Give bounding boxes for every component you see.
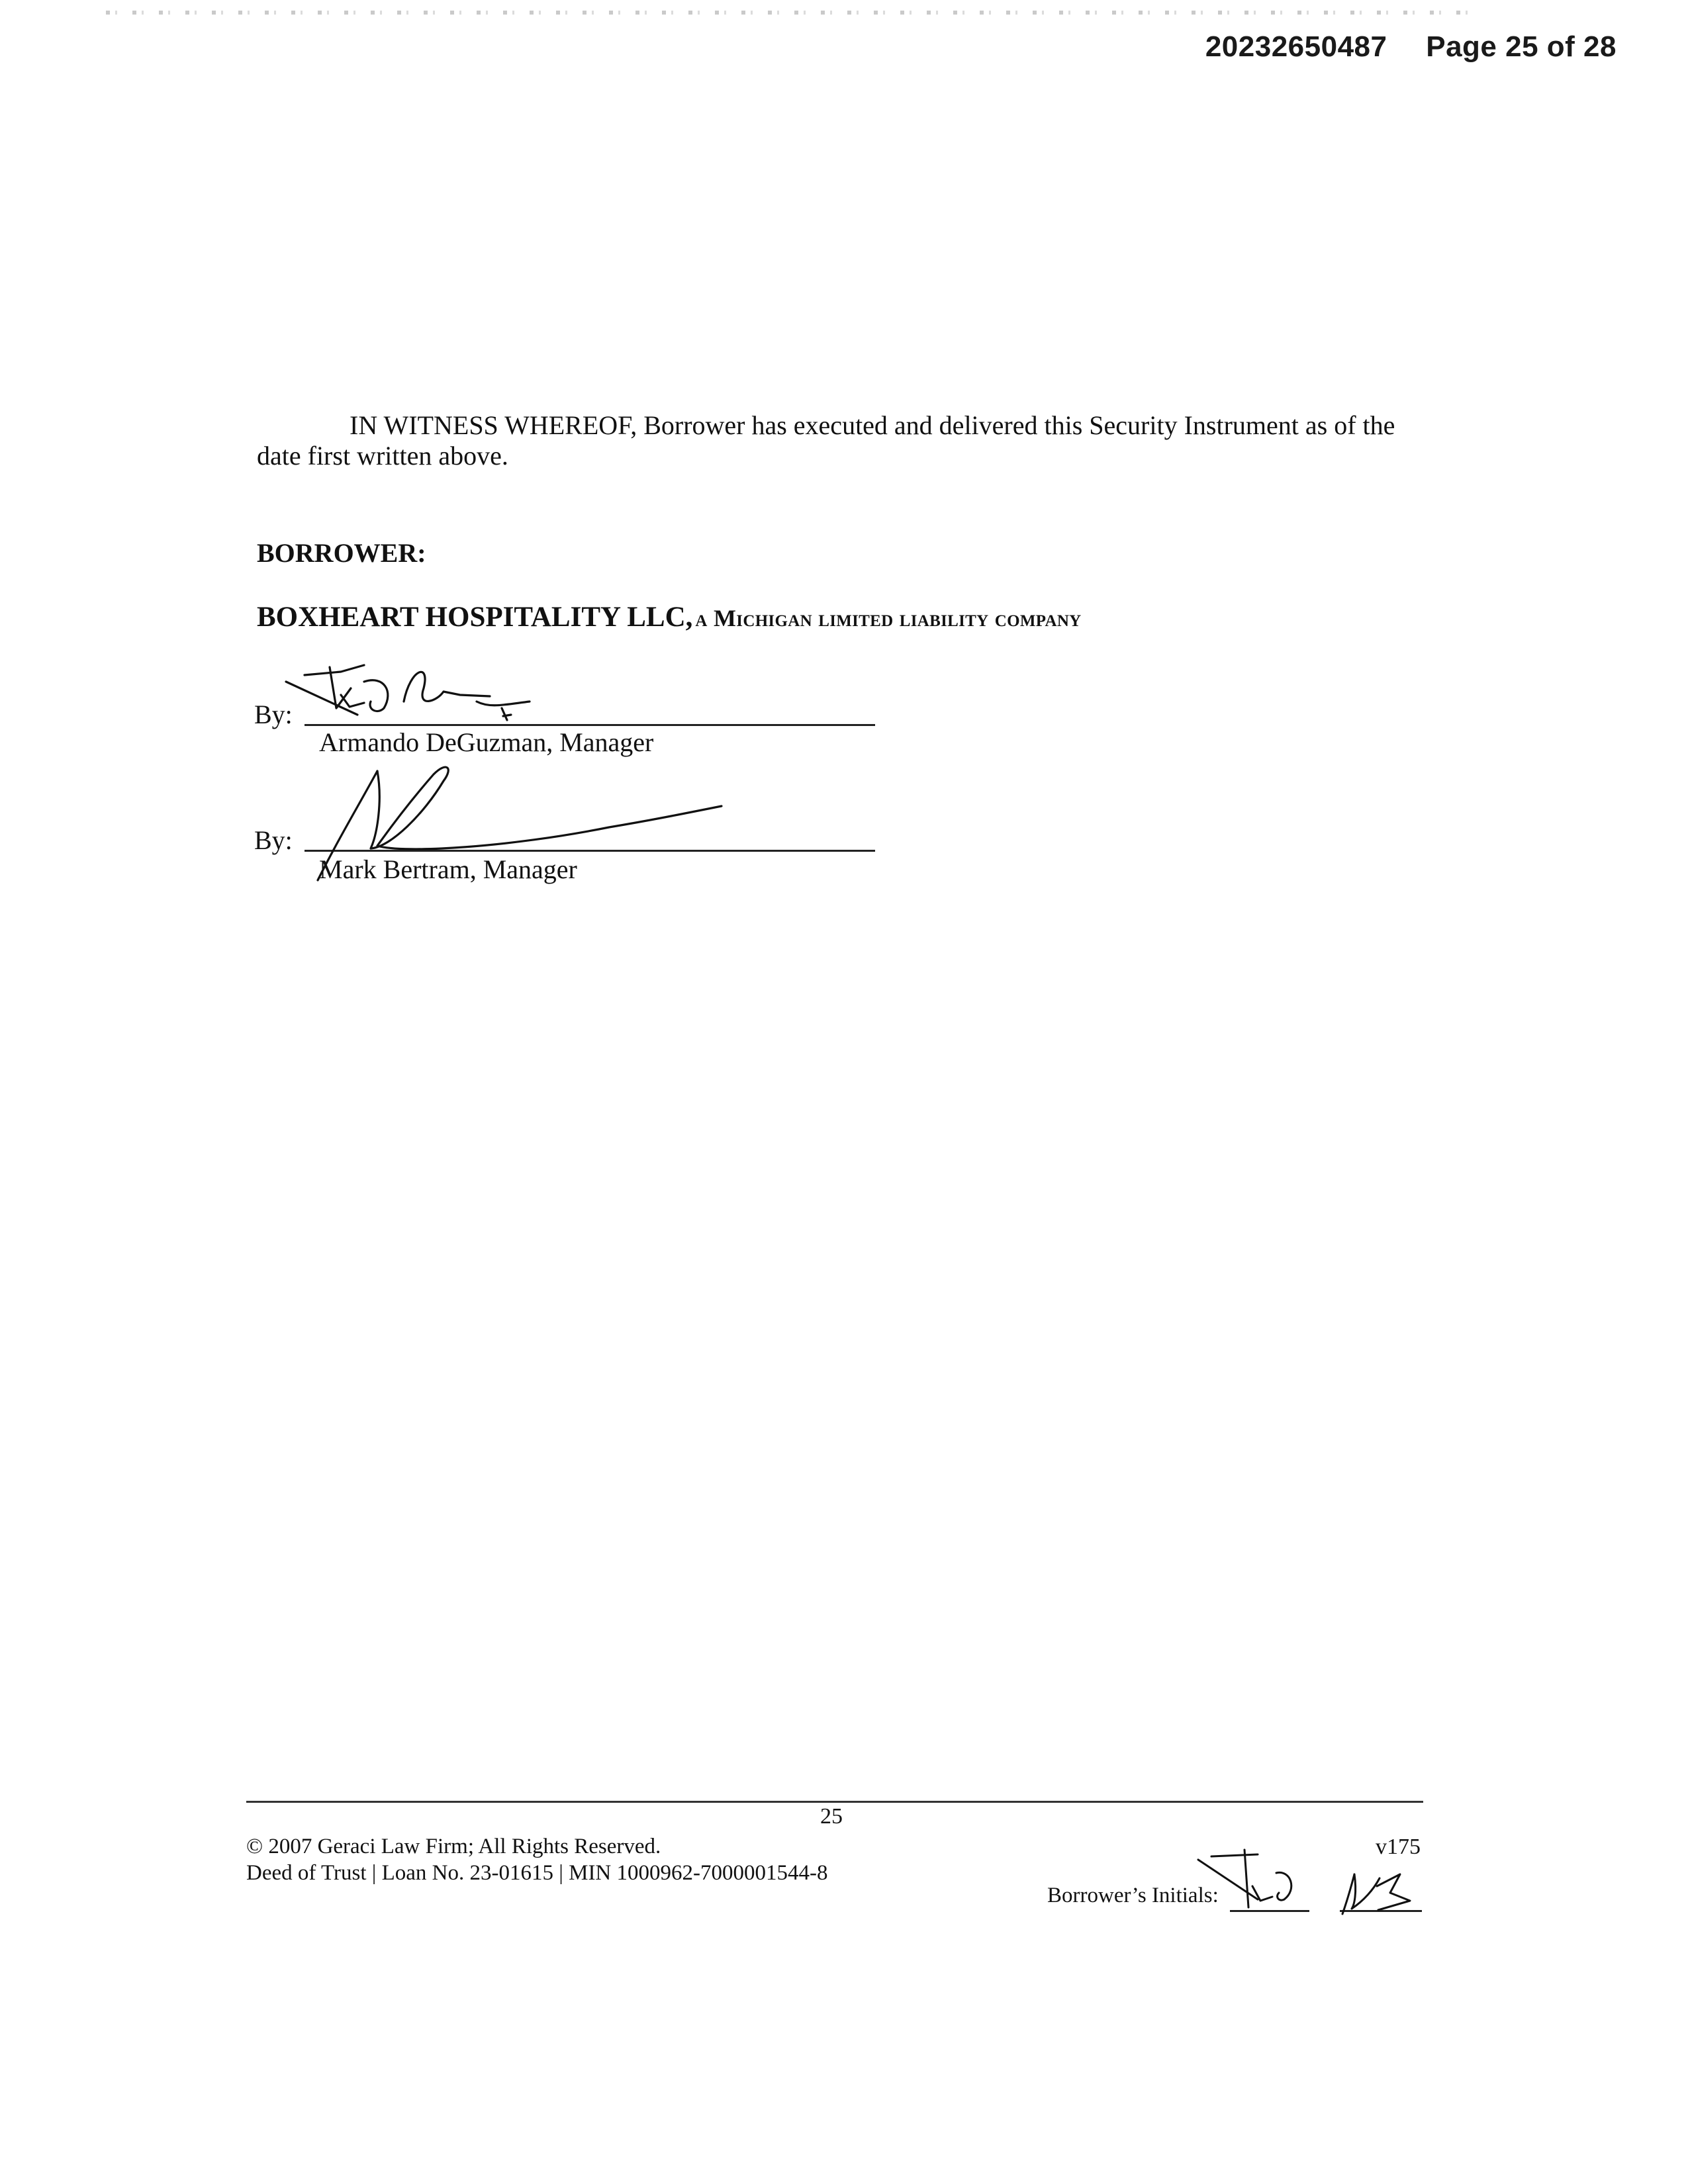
version-label: v175 [1376, 1835, 1421, 1859]
document-number: 20232650487 [1205, 30, 1387, 63]
initials-armando-deguzman [1192, 1846, 1324, 1919]
page-number: 25 [820, 1804, 843, 1829]
recording-header [1205, 30, 1617, 64]
witness-paragraph [257, 410, 1442, 471]
signature-armando-deguzman [278, 655, 556, 735]
borrower-initials-label: Borrower’s Initials: [1047, 1884, 1219, 1907]
borrower-heading: BORROWER: [257, 538, 426, 568]
scan-artifact-strip [106, 11, 1483, 15]
signer-name-2: Mark Bertram, Manager [319, 854, 577, 884]
document-info-line: Deed of Trust | Loan No. 23-01615 | MIN 1000962-7000001544-8 [246, 1861, 828, 1885]
by-label-2: By: [254, 825, 293, 855]
witness-text: IN WITNESS WHEREOF, Borrower has executed and delivered this Security Instrument as of the date first written above. [257, 410, 1395, 471]
company-description: a Michigan limited liability company [695, 605, 1082, 631]
company-line [257, 601, 1082, 633]
page-indicator: Page 25 of 28 [1426, 30, 1617, 63]
footer-rule [246, 1801, 1423, 1803]
company-name: BOXHEART HOSPITALITY LLC, [257, 602, 693, 633]
copyright-line: © 2007 Geraci Law Firm; All Rights Reserved. [246, 1835, 661, 1858]
by-label-1: By: [254, 700, 293, 729]
initials-mark-bertram [1337, 1866, 1430, 1919]
signer-name-1: Armando DeGuzman, Manager [319, 727, 654, 757]
